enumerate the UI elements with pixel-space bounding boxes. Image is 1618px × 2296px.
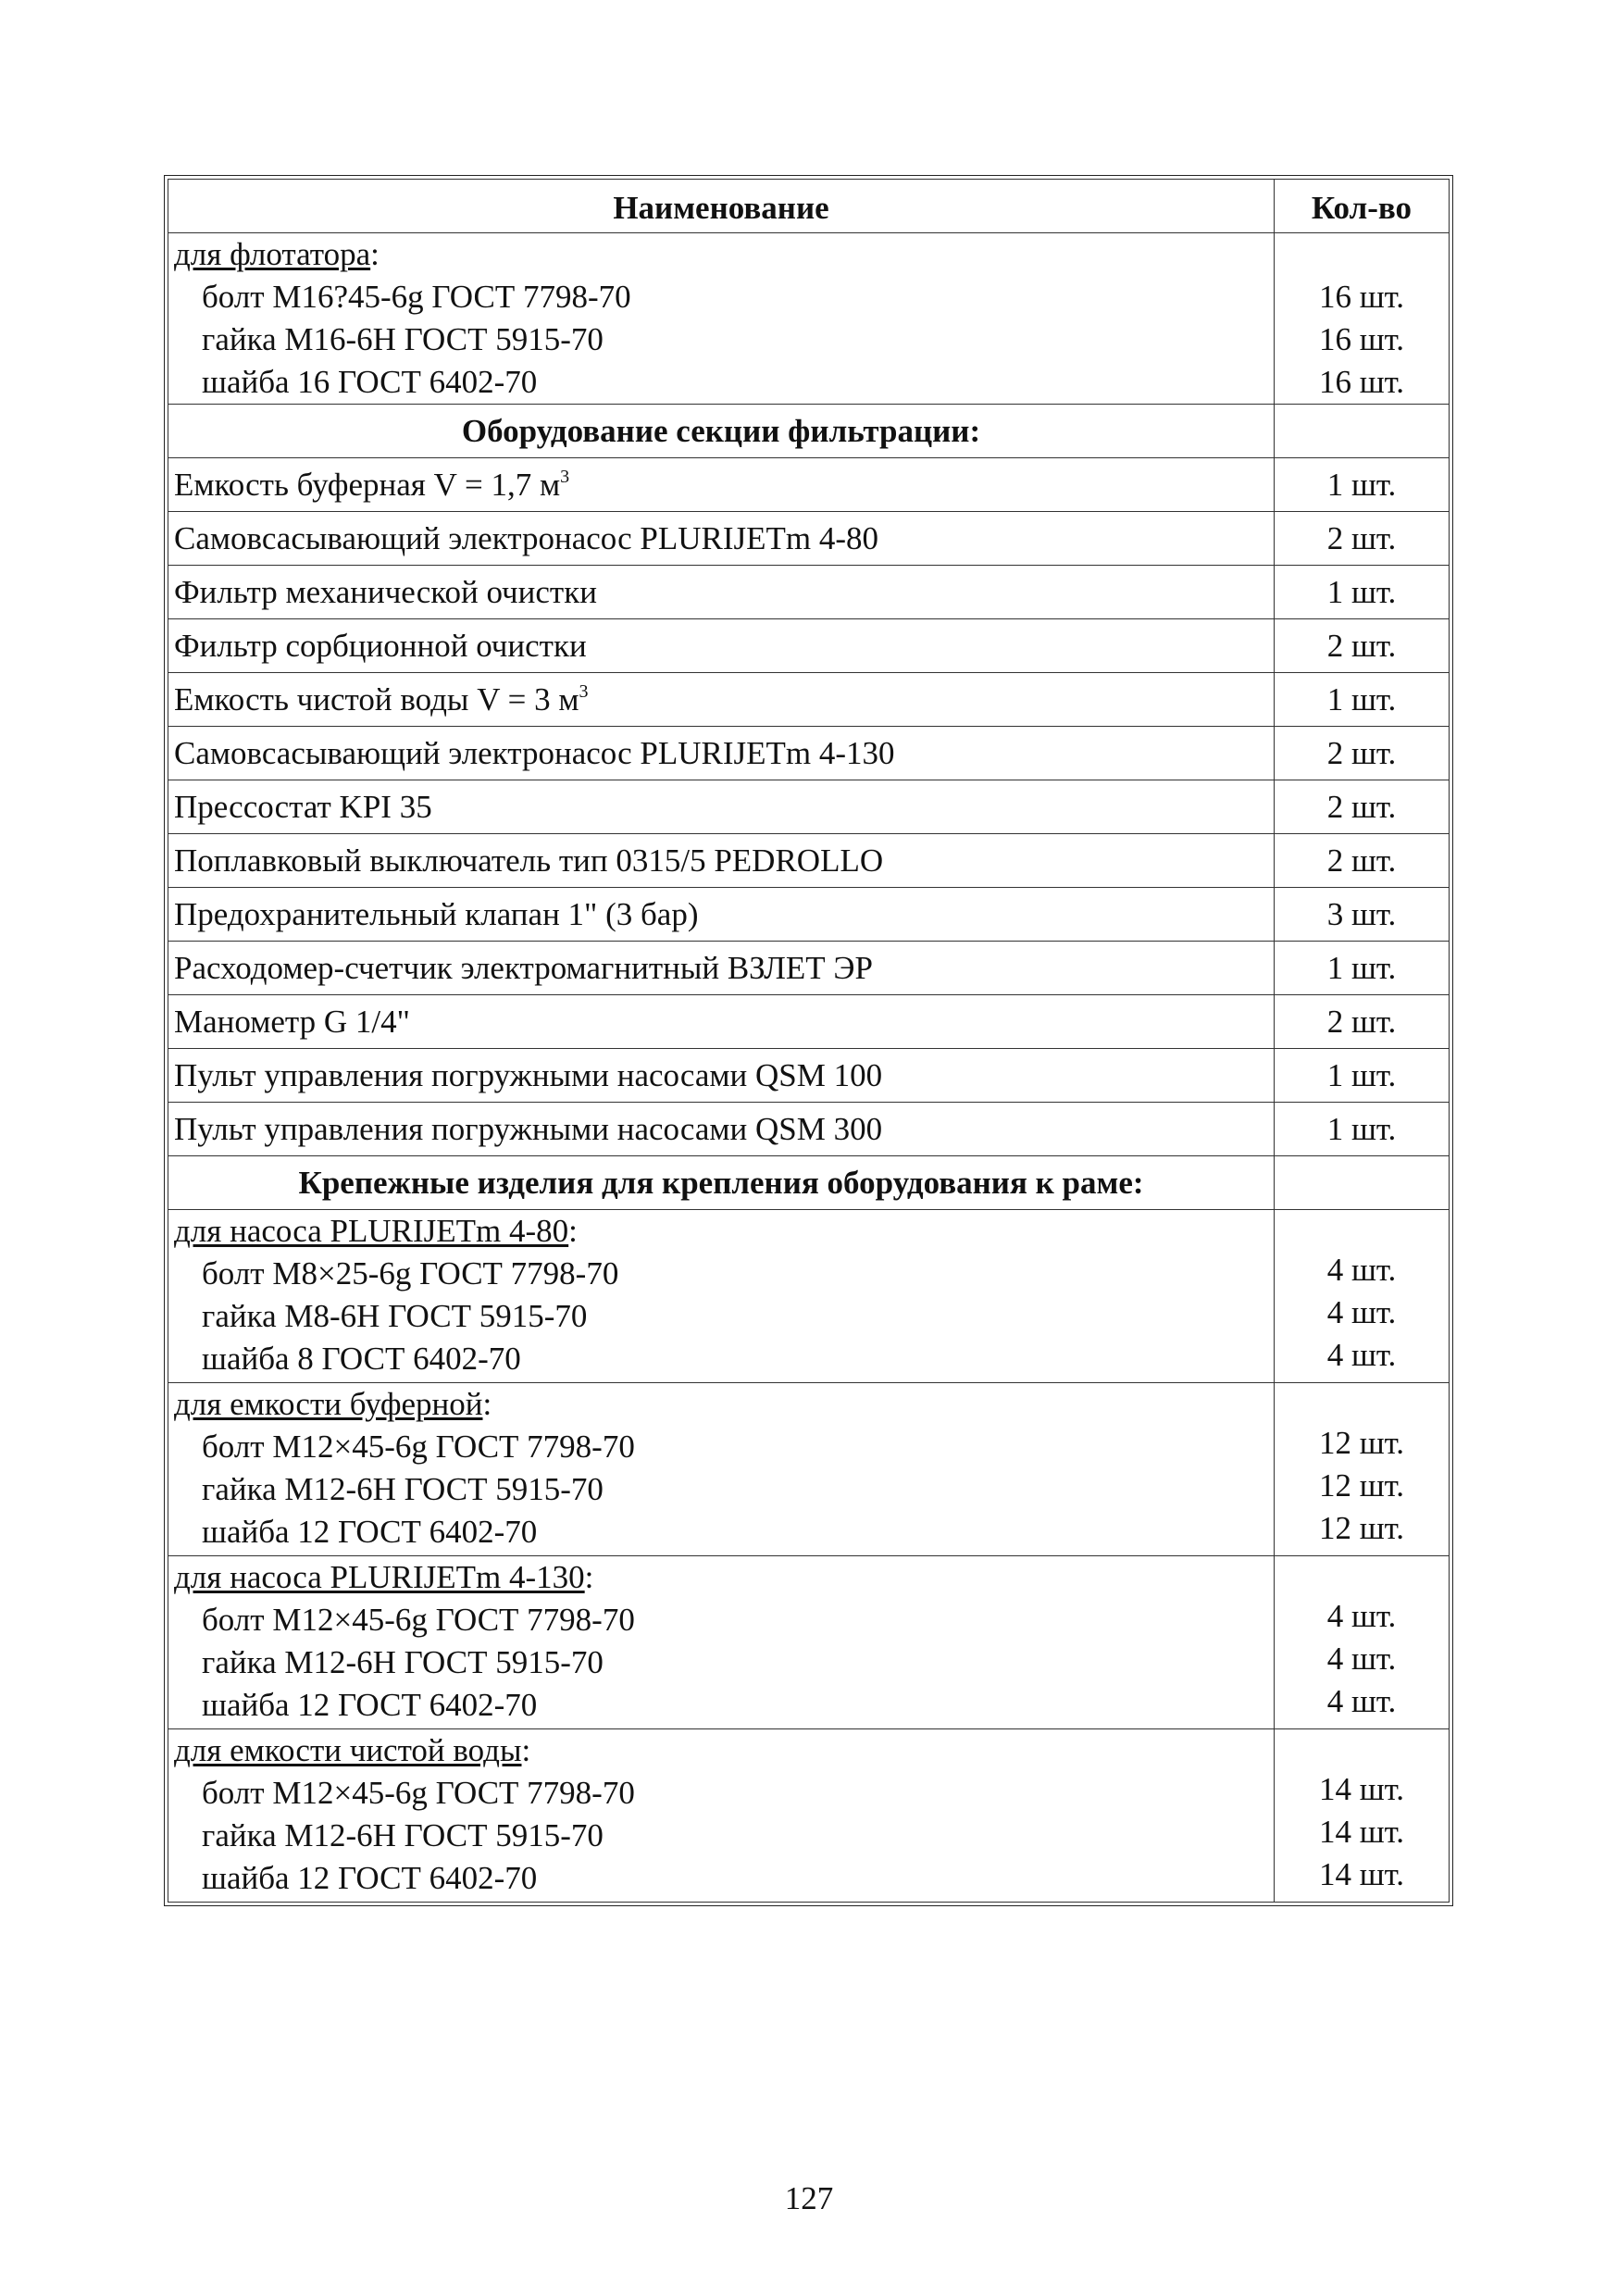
flotator-item-name: шайба 16 ГОСТ 6402-70: [202, 364, 538, 400]
fastener-item-qty: 12 шт.: [1318, 1467, 1405, 1504]
item-qty: 2 шт.: [1275, 727, 1450, 780]
item-name: Емкость буферная V = 1,7 м: [174, 466, 561, 503]
fastener-item-qty: 4 шт.: [1326, 1598, 1397, 1634]
fastener-item-name: гайка М12-6Н ГОСТ 5915-70: [202, 1471, 604, 1507]
item-qty: 2 шт.: [1275, 512, 1450, 566]
equipment-table: [168, 179, 1450, 1903]
item-name-cell: [168, 566, 1275, 619]
header-qty: Кол-во: [1275, 180, 1450, 233]
item-qty: 1 шт.: [1275, 673, 1450, 727]
section-filtration-empty: [1275, 405, 1450, 458]
item-qty: 1 шт.: [1275, 1103, 1450, 1156]
fastener-item-name: болт М12×45-6g ГОСТ 7798-70: [202, 1775, 635, 1811]
fastener-group-heading: для насоса PLURIJETm 4-130:: [174, 1559, 594, 1595]
section-filtration-header: [168, 405, 1450, 458]
fastener-qty-list: [1280, 1729, 1443, 1896]
fastener-item-qty: 4 шт.: [1326, 1252, 1397, 1288]
table-row: [168, 780, 1450, 834]
item-name-cell: [168, 512, 1275, 566]
fastener-item-qty: 4 шт.: [1326, 1294, 1397, 1330]
item-name: Манометр G 1/4": [174, 1003, 410, 1040]
item-name: Расходомер-счетчик электромагнитный ВЗЛЕТ ЭР: [174, 949, 873, 986]
flotator-group-qtys: [1275, 233, 1450, 405]
item-name-superscript: 3: [579, 680, 589, 702]
section-fasteners-header: [168, 1156, 1450, 1210]
table-row: [168, 512, 1450, 566]
item-name-cell: [168, 727, 1275, 780]
item-name-cell: [168, 888, 1275, 942]
fastener-qty-list: [1280, 1383, 1443, 1550]
table-row: [168, 619, 1450, 673]
fastener-item-name: болт М12×45-6g ГОСТ 7798-70: [202, 1429, 635, 1465]
fastener-group-row: [168, 1729, 1450, 1903]
fastener-group-heading: для емкости чистой воды:: [174, 1732, 531, 1768]
fastener-group-heading: для насоса PLURIJETm 4-80:: [174, 1213, 578, 1249]
item-qty: 1 шт.: [1275, 458, 1450, 512]
item-qty: 1 шт.: [1275, 1049, 1450, 1103]
item-name-cell: [168, 834, 1275, 888]
item-name-superscript: 3: [560, 466, 570, 487]
item-qty: 1 шт.: [1275, 942, 1450, 995]
item-name-cell: [168, 619, 1275, 673]
fastener-item-name: шайба 8 ГОСТ 6402-70: [202, 1341, 521, 1377]
item-name-cell: [168, 995, 1275, 1049]
fastener-item-name: шайба 12 ГОСТ 6402-70: [202, 1514, 538, 1550]
item-name-cell: [168, 780, 1275, 834]
flotator-group-names: для флотатора: болт М16?45-6g ГОСТ 7798-70 гайка М16-6Н ГОСТ 5915-70 шайба 16 ГОСТ 6402-70: [168, 233, 1275, 405]
fastener-item-name: гайка М12-6Н ГОСТ 5915-70: [202, 1817, 604, 1853]
table-row: [168, 942, 1450, 995]
item-name: Емкость чистой воды V = 3 м: [174, 680, 579, 718]
fastener-group-heading: для емкости буферной:: [174, 1386, 492, 1422]
fastener-item-qty: 14 шт.: [1318, 1814, 1405, 1850]
item-name: Поплавковый выключатель тип 0315/5 PEDROLLO: [174, 842, 884, 879]
item-qty: 2 шт.: [1275, 619, 1450, 673]
header-name: Наименование: [168, 180, 1275, 233]
fastener-item-qty: 12 шт.: [1318, 1425, 1405, 1461]
flotator-item-name: гайка М16-6Н ГОСТ 5915-70: [202, 321, 604, 357]
flotator-item-qty: 16 шт.: [1318, 321, 1405, 357]
fastener-item-qty: 4 шт.: [1326, 1683, 1397, 1719]
fastener-group-qtys: [1275, 1556, 1450, 1729]
item-name: Самовсасывающий электронасос PLURIJETm 4-80: [174, 519, 879, 556]
item-qty: 1 шт.: [1275, 566, 1450, 619]
table-row: [168, 1103, 1450, 1156]
item-name: Фильтр механической очистки: [174, 573, 597, 610]
item-name: Пульт управления погружными насосами QSM 300: [174, 1110, 883, 1147]
fastener-item-name: гайка М12-6Н ГОСТ 5915-70: [202, 1644, 604, 1680]
item-qty: 3 шт.: [1275, 888, 1450, 942]
table-row: [168, 673, 1450, 727]
item-name: Прессостат KPI 35: [174, 788, 432, 825]
page-number: 127: [784, 2180, 834, 2216]
item-name: Самовсасывающий электронасос PLURIJETm 4-130: [174, 734, 895, 771]
fastener-item-qty: 14 шт.: [1318, 1771, 1405, 1807]
fastener-item-qty: 4 шт.: [1326, 1641, 1397, 1677]
equipment-table-frame: [164, 175, 1453, 1906]
table-row: [168, 834, 1450, 888]
item-name-cell: [168, 942, 1275, 995]
item-name: Пульт управления погружными насосами QSM 100: [174, 1056, 883, 1093]
fastener-group-label: для насоса PLURIJETm 4-80: [174, 1213, 569, 1249]
fastener-group-row: [168, 1210, 1450, 1383]
item-name: Фильтр сорбционной очистки: [174, 627, 587, 664]
fastener-qty-list: [1280, 1210, 1443, 1377]
item-name-cell: [168, 673, 1275, 727]
fastener-group-row: [168, 1383, 1450, 1556]
fastener-item-name: болт М12×45-6g ГОСТ 7798-70: [202, 1602, 635, 1638]
flotator-item-qty: 16 шт.: [1318, 279, 1405, 315]
table-row: [168, 1049, 1450, 1103]
table-row: [168, 566, 1450, 619]
flotator-item-qty: 16 шт.: [1318, 364, 1405, 400]
item-name: Предохранительный клапан 1" (3 бар): [174, 895, 699, 932]
item-qty: 2 шт.: [1275, 834, 1450, 888]
fastener-group-names: [168, 1383, 1275, 1556]
fastener-item-qty: 14 шт.: [1318, 1856, 1405, 1892]
flotator-item-name: болт М16?45-6g ГОСТ 7798-70: [202, 279, 631, 315]
fastener-item-name: гайка М8-6Н ГОСТ 5915-70: [202, 1298, 588, 1334]
item-qty: 2 шт.: [1275, 780, 1450, 834]
fastener-group-names: [168, 1556, 1275, 1729]
fastener-item-name: шайба 12 ГОСТ 6402-70: [202, 1687, 538, 1723]
fastener-group-names: [168, 1210, 1275, 1383]
fastener-item-name: шайба 12 ГОСТ 6402-70: [202, 1860, 538, 1896]
item-name-cell: [168, 1049, 1275, 1103]
item-qty: 2 шт.: [1275, 995, 1450, 1049]
fastener-group-label: для емкости буферной: [174, 1386, 483, 1422]
fastener-group-qtys: [1275, 1210, 1450, 1383]
fastener-group-label: для емкости чистой воды: [174, 1732, 522, 1768]
fastener-group-qtys: [1275, 1383, 1450, 1556]
fastener-item-qty: 4 шт.: [1326, 1337, 1397, 1373]
flotator-group-label: для флотатора: [174, 236, 371, 272]
flotator-group-row: [168, 233, 1450, 405]
section-fasteners-title: Крепежные изделия для крепления оборудования к раме:: [168, 1156, 1275, 1210]
fastener-group-names: [168, 1729, 1275, 1903]
fastener-item-name: болт М8×25-6g ГОСТ 7798-70: [202, 1255, 619, 1292]
section-fasteners-empty: [1275, 1156, 1450, 1210]
fastener-qty-list: [1280, 1556, 1443, 1723]
fastener-group-label: для насоса PLURIJETm 4-130: [174, 1559, 585, 1595]
table-header-row: [168, 180, 1450, 233]
table-row: [168, 458, 1450, 512]
fastener-item-qty: 12 шт.: [1318, 1510, 1405, 1546]
fastener-group-row: [168, 1556, 1450, 1729]
item-name-cell: [168, 1103, 1275, 1156]
table-row: [168, 995, 1450, 1049]
fastener-group-qtys: [1275, 1729, 1450, 1903]
table-row: [168, 888, 1450, 942]
section-filtration-title: Оборудование секции фильтрации:: [168, 405, 1275, 458]
item-name-cell: [168, 458, 1275, 512]
table-row: [168, 727, 1450, 780]
